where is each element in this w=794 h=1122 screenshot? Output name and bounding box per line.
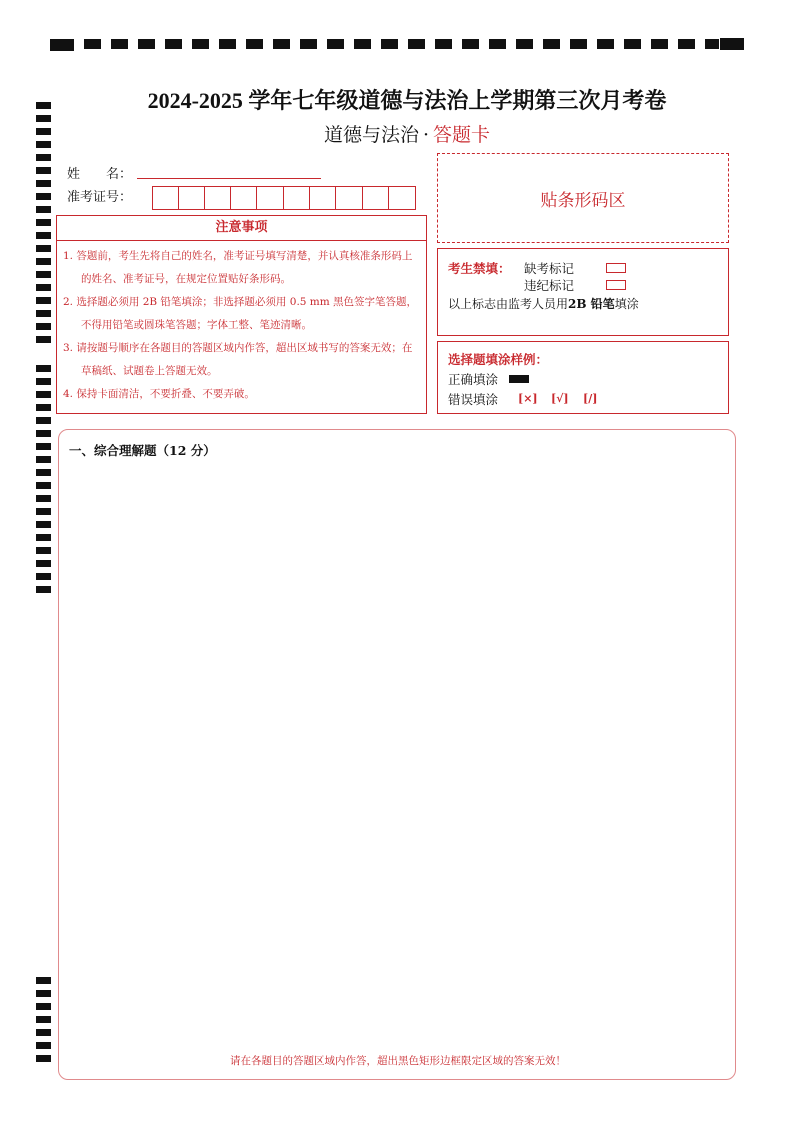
examiner-label: 考生禁填： — [448, 261, 511, 276]
violation-mark-label: 违纪标记 — [524, 278, 575, 293]
fill-sample-label: 选择题填涂样例： — [448, 352, 549, 367]
examiner-box — [437, 248, 729, 336]
subject-label: 道德与法治 — [323, 124, 419, 146]
barcode-area-label: 贴条形码区 — [540, 190, 626, 211]
wrong-fill-label: 错误填涂 — [448, 392, 499, 407]
card-subtitle — [0, 120, 794, 147]
examiner-note-suffix: 填涂 — [614, 297, 639, 311]
notice-item-1: 1. 答题前，考生先将自己的姓名，准考证号填写清楚，并认真核准条形码上的姓名、准考证号，在规定位置贴好条形码。 — [63, 250, 413, 285]
notice-box — [56, 215, 427, 414]
fill-sample-box — [437, 341, 729, 414]
examiner-note — [448, 295, 639, 312]
violation-mark-box[interactable] — [606, 280, 626, 290]
correct-fill-sample — [509, 375, 529, 383]
notice-heading: 注意事项 — [57, 216, 426, 241]
answer-card-label: 答题卡 — [433, 124, 491, 146]
absent-mark-box[interactable] — [606, 263, 626, 273]
section-title: 一、综合理解题（12 分） — [69, 443, 216, 458]
notice-item-2: 2. 选择题必须用 2B 铅笔填涂；非选择题必须用 0.5 mm 黑色签字笔答题，不得用铅笔或圆珠笔答题；字体工整、笔迹清晰。 — [63, 296, 418, 331]
correct-fill-label: 正确填涂 — [448, 372, 499, 387]
examiner-note-bold: 2B 铅笔 — [568, 297, 615, 311]
answer-area-footer: 请在各题目的答题区域内作答，超出黑色矩形边框限定区域的答案无效！ — [230, 1055, 566, 1067]
answer-area[interactable] — [58, 429, 736, 1080]
wrong-mark-cross: [×] — [518, 392, 538, 405]
examiner-note-prefix: 以上标志由监考人员用 — [448, 297, 569, 311]
wrong-mark-check: [√] — [551, 392, 569, 405]
subtitle-dot: · — [422, 124, 430, 146]
name-label: 姓 名： — [67, 167, 133, 182]
absent-mark-label: 缺考标记 — [524, 261, 575, 276]
exam-id-label: 准考证号： — [67, 190, 133, 205]
notice-item-3: 3. 请按题号顺序在各题目的答题区域内作答，超出区域书写的答案无效；在草稿纸、试题卷上答题无效。 — [63, 342, 413, 377]
name-field[interactable] — [137, 178, 321, 179]
barcode-area — [437, 153, 729, 243]
notice-item-4: 4. 保持卡面清洁，不要折叠、不要弄破。 — [63, 388, 255, 400]
exam-title: 2024-2025 学年七年级道德与法治上学期第三次月考卷 — [147, 88, 667, 113]
wrong-mark-slash: [/] — [583, 392, 598, 405]
